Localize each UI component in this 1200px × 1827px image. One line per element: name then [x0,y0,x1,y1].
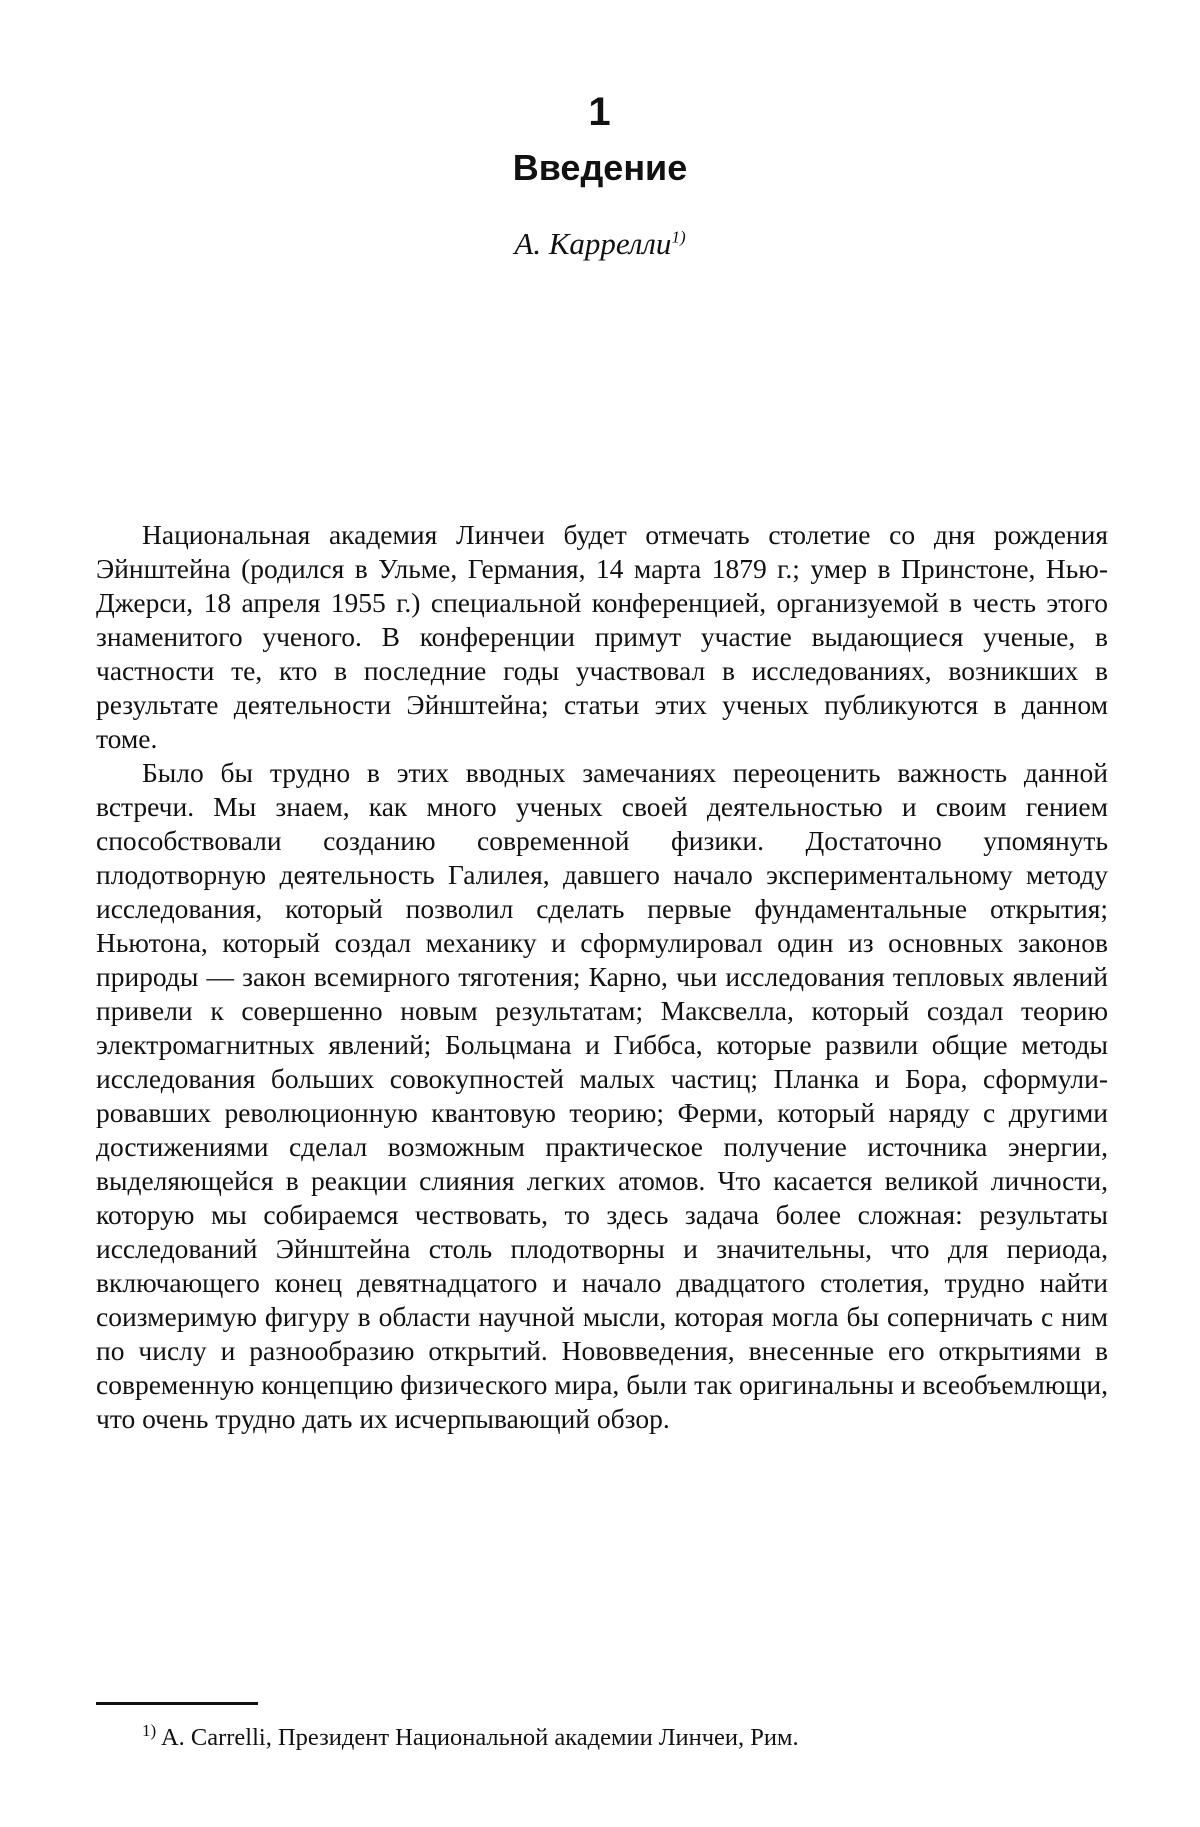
author-name: А. Каррелли [514,226,672,261]
chapter-author [0,224,1200,264]
footnote-divider [96,1702,258,1705]
footnote [142,1722,1108,1754]
chapter-title: Введение [512,147,688,188]
footnote-mark: 1) [142,1720,157,1740]
chapter-number: 1 [588,90,612,134]
author-footnote-mark: 1) [671,227,686,247]
footnote-text: A. Carrelli, Президент Национальной академии Линчеи, Рим. [160,1724,799,1751]
body-text [96,518,1108,1436]
paragraph: Национальная академия Линчеи будет отмечать столетие со дня рождения Эйнштейна (родился в Ульме, Германия, 14 марта 1879 г.; умер в Принстоне, Нью-Джерси, 18 апреля 1955 г.) специальной конференцией, организуемой в честь этого знаменитого ученого. В конференции примут участие выдающиеся ученые, в частности те, кто в последние годы участвовал в исследованиях, возникших в результате деятельности Эйнштейна; статьи этих ученых публикуются в данном томе. [96,519,1108,754]
paragraph: Было бы трудно в этих вводных замечаниях переоценить важность данной встречи. Мы знаем, как много ученых своей деятельностью и своим гением способствовали созданию современной физики. Достаточно упомянуть плодотворную деятельность Галилея, давшего начало экспериментальному методу исследования, который позволил сделать первые фундаментальные открытия; Ньютона, который создал механику и сформулировал один из основных законов природы — закон всемирного тяготения; Карно, чьи исследования тепловых явлений привели к совершенно новым результатам; Максвелла, который создал теорию электромагнитных явлений; Больцмана и Гиббса, которые развили общие методы исследования больших совокупностей малых частиц; Планка и Бора, сформулировавших революционную квантовую теорию; Ферми, который наряду с другими достижениями сделал возможным практическое получение источника энергии, выделяющейся в реакции слияния легких атомов. Что касается великой личности, которую мы собираемся чествовать, то здесь задача более сложная: результаты исследований Эйнштейна столь плодотворны и значительны, что для периода, включающего конец девятнадцатого и начало двадцатого столетия, трудно найти соизмеримую фигуру в области научной мысли, которая могла бы соперничать с ним по числу и разнообразию открытий. Нововведения, внесенные его открытиями в современную концепцию физического мира, были так оригинальны и всеобъемлющи, что очень трудно дать их исчерпывающий обзор. [96,757,1108,1434]
